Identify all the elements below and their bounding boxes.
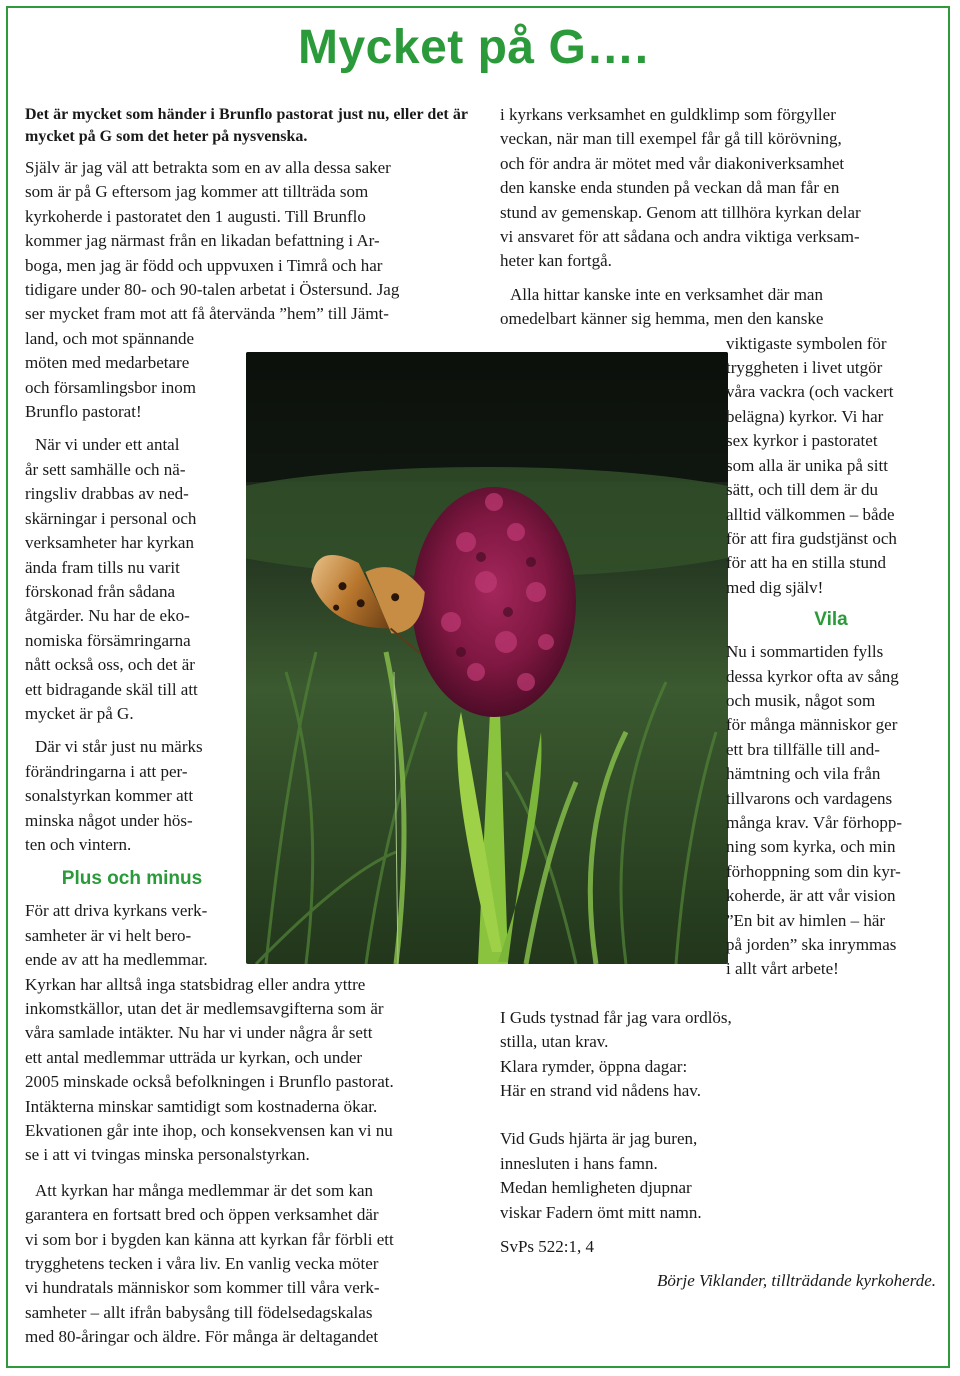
- text-line: land, och mot spännande: [25, 328, 195, 348]
- poem-line: innesluten i hans famn.: [500, 1153, 658, 1173]
- text-line: alltid välkommen – både: [726, 504, 895, 524]
- text-line: ende av att ha medlemmar.: [25, 950, 208, 970]
- text-line: med dig själv!: [726, 577, 824, 597]
- text-line: åtgärder. Nu har de eko-: [25, 606, 190, 626]
- text-line: i kyrkans verksamhet en guldklimp som förgyller: [500, 105, 836, 124]
- text-line: Nu i sommartiden fylls: [726, 642, 884, 662]
- text-line: kommer jag närmast från en likadan befattning i Ar-: [25, 231, 380, 251]
- text-line: för att ha en stilla stund: [726, 553, 887, 573]
- text-line: sonalstyrkan kommer att: [25, 786, 194, 806]
- text-line: våra vackra (och vackert: [726, 382, 894, 402]
- poem-line: stilla, utan krav.: [500, 1032, 609, 1052]
- poem-line: I Guds tystnad får jag vara ordlös,: [500, 1007, 732, 1027]
- paragraph-sommartiden: [726, 640, 936, 982]
- text-line: ten och vintern.: [25, 834, 132, 854]
- text-line: sätt, och till dem är du: [726, 480, 879, 500]
- psalm-reference-block: [500, 1235, 936, 1259]
- text-line: omedelbart känner sig hemma, men den kanske: [500, 309, 824, 329]
- paragraph-guldklimp: [500, 103, 936, 274]
- text-line: Att kyrkan har många medlemmar är det som kan: [35, 1180, 373, 1200]
- text-line: nomiska försämringarna: [25, 630, 191, 650]
- text-line: ”En bit av himlen – här: [726, 910, 886, 930]
- heading-plus-och-minus: Plus och minus: [61, 868, 203, 890]
- text-line: Intäkterna minskar samtidigt som kostnaderna ökar.: [25, 1096, 378, 1116]
- text-line: minska något under hös-: [25, 810, 193, 830]
- text-line: samheter – allt ifrån babysång till födelsedagskalas: [25, 1302, 373, 1322]
- text-line: ett bidragande skäl till att: [25, 679, 198, 699]
- text-line: mycket är på G.: [25, 703, 134, 723]
- heading-vila: Vila: [814, 609, 848, 631]
- text-line: och församlingsbor inom: [25, 377, 196, 397]
- text-line: Ekvationen går inte ihop, och konsekvensen kan vi nu: [25, 1121, 393, 1141]
- text-line: med 80-åringar och äldre. För många är deltagandet: [25, 1327, 379, 1347]
- text-line: veckan, när man till exempel får gå till körövning,: [500, 129, 842, 149]
- text-line: hämtning och vila från: [726, 764, 881, 784]
- text-line: förskonad från sådana: [25, 581, 176, 601]
- text-line: skärningar i personal och: [25, 508, 197, 528]
- poem-line: Här en strand vid nådens hav.: [500, 1081, 701, 1101]
- paragraph-kyrkor: [726, 332, 936, 600]
- text-line: sex kyrkor i pastoratet: [726, 431, 878, 451]
- text-line: heter kan fortgå.: [500, 251, 612, 271]
- text-line: dessa kyrkor ofta av sång: [726, 666, 899, 686]
- text-line: år sett samhälle och nä-: [25, 459, 186, 479]
- text-line: på jorden” ska inrymmas: [726, 935, 897, 954]
- page-title: Mycket på G….: [298, 21, 649, 74]
- text-line: garantera en fortsatt bred och öppen verksamhet där: [25, 1205, 379, 1225]
- text-line: Kyrkan har alltså inga statsbidrag eller andra yttre: [25, 974, 366, 994]
- text-line: Alla hittar kanske inte en verksamhet där man: [510, 284, 823, 304]
- paragraph-many-members: [25, 1179, 468, 1350]
- psalm-reference: SvPs 522:1, 4: [500, 1237, 594, 1257]
- right-column: [500, 103, 936, 1294]
- text-line: möten med medarbetare: [25, 353, 190, 373]
- text-line: Där vi står just nu märks: [35, 737, 203, 757]
- text-line: belägna) kyrkor. Vi har: [726, 406, 884, 426]
- left-column: [25, 104, 468, 1350]
- poem-line: viskar Fadern ömt mitt namn.: [500, 1202, 702, 1222]
- lead-paragraph: Det är mycket som händer i Brunflo pastorat just nu, eller det är mycket på G som det heter på nysvenska.: [25, 106, 468, 145]
- text-line: kyrkoherde i pastoratet den 1 augusti. Till Brunflo: [25, 206, 366, 226]
- text-line: se i att vi tvingas minska personalstyrkan.: [25, 1145, 310, 1165]
- text-line: tidigare under 80- och 90-talen arbetat i Östersund. Jag: [25, 280, 400, 300]
- text-line: nått också oss, och det är: [25, 655, 195, 675]
- text-line: När vi under ett antal: [35, 435, 180, 455]
- text-line: koherde, är att vår vision: [726, 886, 896, 906]
- text-line: många krav. Vår förhopp-: [726, 812, 903, 832]
- psalm-stanza-2: [500, 1127, 936, 1225]
- text-line: våra samlade intäkter. Nu har vi under några år sett: [25, 1023, 373, 1043]
- text-line: stund av gemenskap. Genom att tillhöra kyrkan delar: [500, 202, 861, 222]
- signature: Börje Viklander, tillträdande kyrkoherde.: [656, 1271, 936, 1291]
- intro-paragraph: [25, 156, 468, 424]
- text-line: förhoppning som din kyr-: [726, 861, 901, 881]
- text-line: tryggheten i livet utgör: [726, 358, 883, 378]
- text-line: ett antal medlemmar utträda ur kyrkan, och under: [25, 1047, 363, 1067]
- paragraph-members: [25, 899, 239, 972]
- text-line: för många människor ger: [726, 715, 898, 735]
- text-line: ning som kyrka, och min: [726, 837, 896, 857]
- text-line: verksamheter har kyrkan: [25, 533, 194, 553]
- text-line: inkomstkällor, utan det är medlemsavgifterna som är: [25, 999, 384, 1018]
- text-line: vi ansvaret för att sådana och andra viktiga verksam-: [500, 227, 860, 247]
- text-line: ser mycket fram mot att få återvända ”hem” till Jämt-: [25, 304, 389, 324]
- text-line: för att fira gudstjänst och: [726, 528, 897, 548]
- text-line: samheter är vi helt bero-: [25, 925, 192, 945]
- poem-line: Vid Guds hjärta är jag buren,: [500, 1129, 698, 1149]
- text-line: i allt vårt arbete!: [726, 959, 839, 979]
- text-line: som är på G eftersom jag kommer att tillträda som: [25, 182, 369, 202]
- text-line: som alla är unika på sitt: [726, 455, 888, 475]
- paragraph-cuts: [25, 433, 239, 726]
- text-line: boga, men jag är född och uppvuxen i Timrå och har: [25, 255, 383, 275]
- text-line: ända fram tills nu varit: [25, 557, 180, 577]
- text-line: Själv är jag väl att betrakta som en av alla dessa saker: [25, 158, 391, 177]
- paragraph-alla-hittar: [500, 283, 936, 332]
- poem-line: Klara rymder, öppna dagar:: [500, 1056, 688, 1076]
- psalm-stanza-1: [500, 1006, 936, 1104]
- text-line: Brunflo pastorat!: [25, 402, 142, 422]
- paragraph-staff: [25, 735, 239, 857]
- text-line: viktigaste symbolen för: [726, 333, 887, 353]
- text-line: 2005 minskade också befolkningen i Brunflo pastorat.: [25, 1072, 394, 1092]
- text-line: vi som bor i bygden kan känna att kyrkan får förbli ett: [25, 1229, 394, 1249]
- text-line: och musik, något som: [726, 690, 876, 710]
- poem-line: Medan hemligheten djupnar: [500, 1178, 692, 1198]
- text-line: För att driva kyrkans verk-: [25, 901, 208, 921]
- text-line: den kanske enda stunden på veckan då man får en: [500, 178, 840, 198]
- text-line: ett bra tillfälle till and-: [726, 739, 880, 759]
- text-line: trygghetens tecken i våra liv. En vanlig vecka möter: [25, 1254, 379, 1274]
- text-line: och för andra är mötet med vår diakoniverksamhet: [500, 153, 845, 173]
- text-line: tillvarons och vardagens: [726, 788, 893, 808]
- text-line: ringsliv drabbas av ned-: [25, 484, 189, 504]
- text-line: vi hundratals människor som kommer till våra verk-: [25, 1278, 380, 1298]
- text-line: förändringarna i att per-: [25, 761, 188, 781]
- paragraph-income: [25, 973, 468, 1168]
